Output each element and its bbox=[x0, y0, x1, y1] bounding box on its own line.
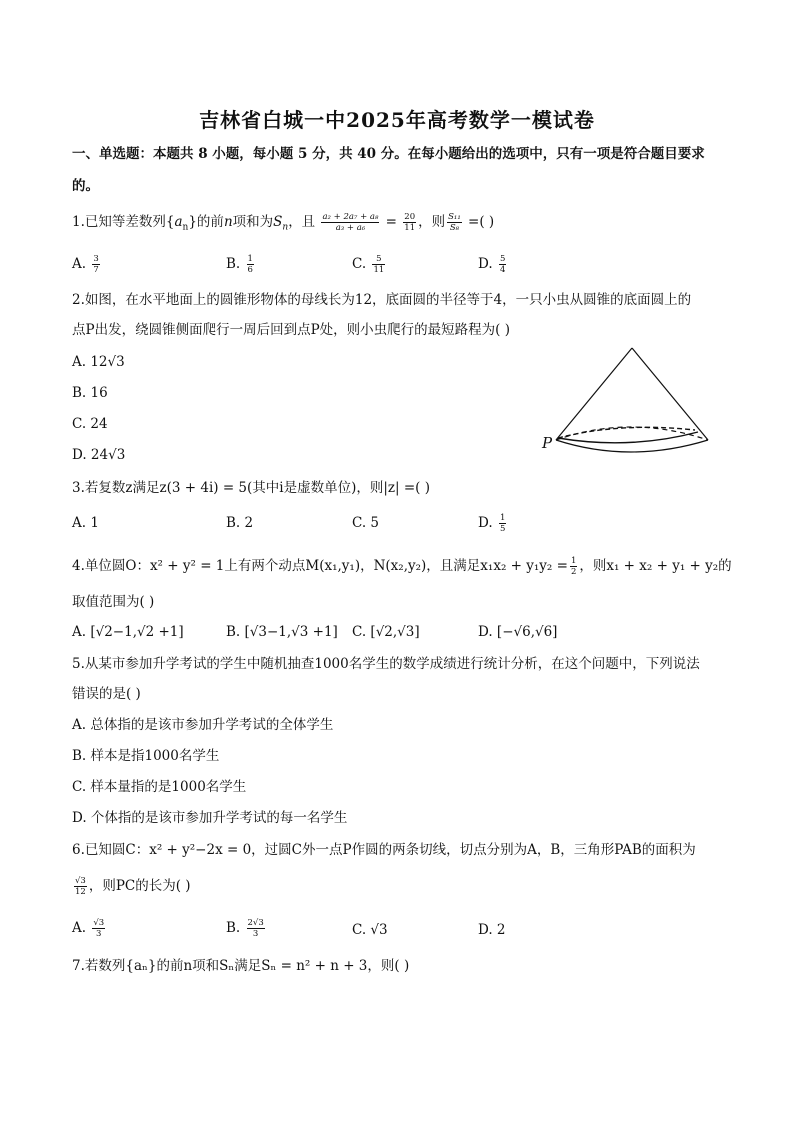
fraction: $\frac{20}{11}$ bbox=[404, 212, 416, 233]
section-header: 一、单选题：本题共 8 小题，每小题 5 分，共 40 分。在每小题给出的选项中，只有一项是符合题目要求 bbox=[72, 146, 705, 162]
q2-option-c: C. 24 bbox=[72, 416, 108, 432]
question-6: 6.已知圆C：x² + y²−2x = 0，过圆C外一点P作圆的两条切线，切点分别为A，B，三角形PAB的面积为 bbox=[72, 842, 696, 858]
question-4-cont: 取值范围为( ) bbox=[72, 594, 155, 610]
question-5-cont: 错误的是( ) bbox=[72, 686, 141, 702]
q4-option-d: D. [−√6,√6] bbox=[478, 624, 558, 640]
question-1: 1.已知等差数列$\{a_n\}$的前n项和为$S_n$，且 $\frac{\text{a₂ + 2a₇ + a₈}}{\text{a₃ + a₆}}$ = $\frac{20}{11}$ ，则 $\frac{\text{S₁₁}}{\text{S₈}}$ =( ) bbox=[72, 212, 495, 233]
q5-option-a: A. 总体指的是该市参加升学考试的全体学生 bbox=[72, 717, 334, 733]
q1-option-c: C. $\frac{5}{11}$ bbox=[352, 254, 385, 275]
q4-option-a: A. [√2−1,√2 +1] bbox=[72, 624, 184, 640]
q2-option-d: D. 24√3 bbox=[72, 447, 126, 463]
question-2: 2.如图，在水平地面上的圆锥形物体的母线长为12，底面圆的半径等于4，一只小虫从圆锥的底面圆上的 bbox=[72, 292, 692, 308]
q5-option-b: B. 样本是指1000名学生 bbox=[72, 748, 220, 764]
question-7: 7.若数列{aₙ}的前n项和Sₙ满足Sₙ = n² + n + 3，则( ) bbox=[72, 958, 410, 974]
q3-option-b: B. 2 bbox=[226, 515, 254, 531]
q1-option-a: A. $\frac{3}{7}$ bbox=[72, 254, 99, 275]
question-4: 4.单位圆O：x² + y² = 1上有两个动点M(x₁,y₁)，N(x₂,y₂)，且满足x₁x₂ + y₁y₂ = $\frac{1}{2}$ ，则x₁ + x₂ + y₁ + y₂的 bbox=[72, 556, 732, 577]
q1-option-d: D. $\frac{5}{4}$ bbox=[478, 254, 506, 275]
fraction: $\frac{\text{S₁₁}}{\text{S₈}}$ bbox=[448, 212, 461, 233]
q1-option-b: B. $\frac{1}{6}$ bbox=[226, 254, 253, 275]
section-header-cont: 的。 bbox=[72, 178, 99, 194]
page-title: 吉林省白城一中2025年高考数学一模试卷 bbox=[199, 108, 595, 132]
q4-option-c: C. [√2,√3] bbox=[352, 624, 420, 640]
question-6-cont: $\frac{√3}{12}$ ，则PC的长为( ) bbox=[75, 876, 191, 897]
q5-option-c: C. 样本量指的是1000名学生 bbox=[72, 779, 247, 795]
point-p-label: P bbox=[542, 434, 553, 452]
q3-option-a: A. 1 bbox=[72, 515, 99, 531]
q6-option-a: A. $\frac{√3}{3}$ bbox=[72, 918, 105, 939]
q5-option-d: D. 个体指的是该市参加升学考试的每一名学生 bbox=[72, 810, 348, 826]
q2-option-b: B. 16 bbox=[72, 385, 108, 401]
q6-option-d: D. 2 bbox=[478, 922, 506, 938]
q2-option-a: A. 12√3 bbox=[72, 354, 125, 370]
q3-option-d: D. $\frac{1}{5}$ bbox=[478, 513, 506, 534]
q3-option-c: C. 5 bbox=[352, 515, 380, 531]
q4-option-b: B. [√3−1,√3 +1] bbox=[226, 624, 338, 640]
q6-option-b: B. $\frac{2√3}{3}$ bbox=[226, 918, 264, 939]
question-3: 3.若复数z满足z(3 + 4i) = 5(其中i是虚数单位)，则|z| =( ) bbox=[72, 480, 431, 496]
question-5: 5.从某市参加升学考试的学生中随机抽查1000名学生的数学成绩进行统计分析，在这个问题中，下列说法 bbox=[72, 656, 700, 672]
fraction: $\frac{\text{a₂ + 2a₇ + a₈}}{\text{a₃ + a₆}}$ bbox=[322, 212, 379, 233]
cone-figure bbox=[540, 344, 715, 460]
q6-option-c: C. √3 bbox=[352, 922, 388, 938]
question-2-cont: 点P出发，绕圆锥侧面爬行一周后回到点P处，则小虫爬行的最短路程为( ) bbox=[72, 322, 510, 338]
